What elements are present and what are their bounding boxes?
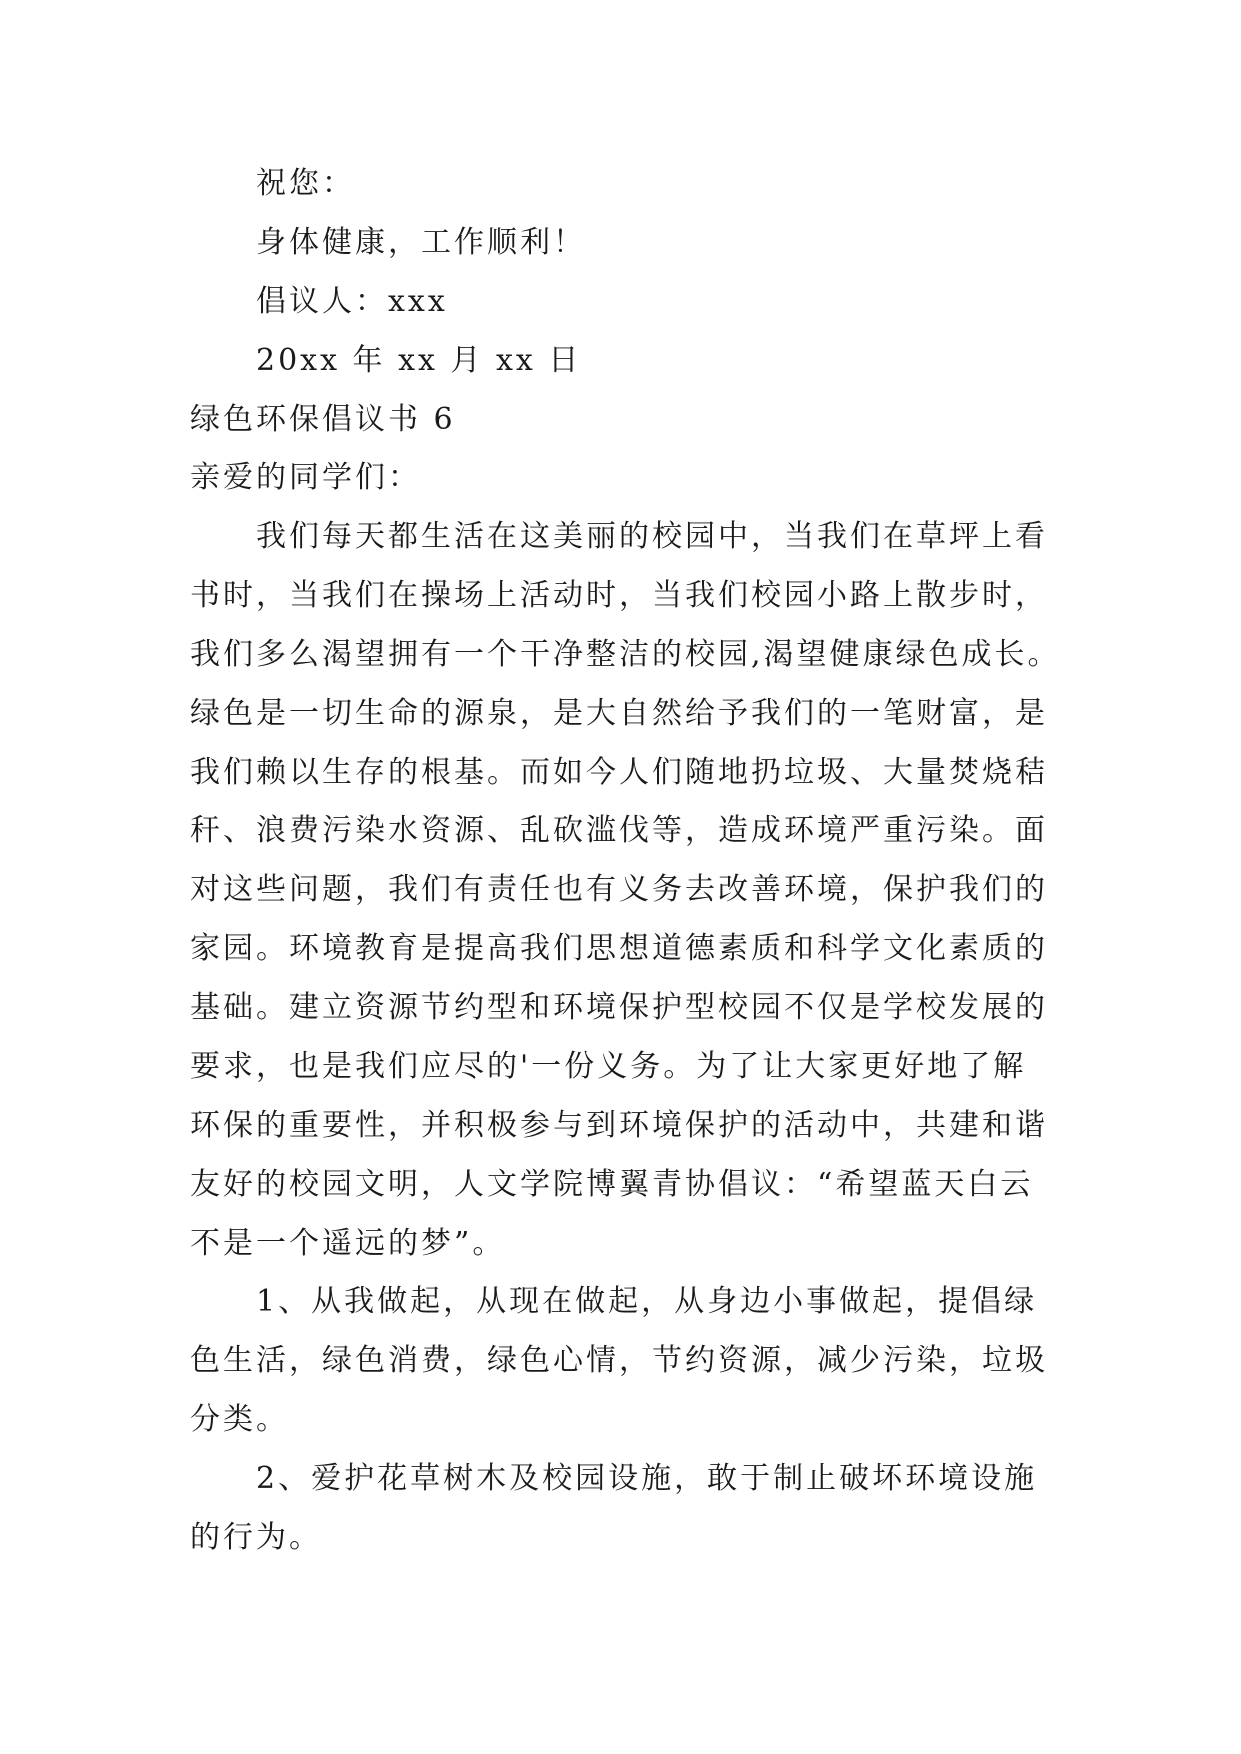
salutation: 亲爱的同学们： bbox=[190, 460, 421, 495]
body-line: 对这些问题，我们有责任也有义务去改善环境，保护我们的 bbox=[190, 872, 1048, 907]
body-line: 不是一个遥远的梦”。 bbox=[190, 1226, 506, 1261]
body-line: 家园。环境教育是提高我们思想道德素质和科学文化素质的 bbox=[190, 931, 1048, 966]
body-line: 我们多么渴望拥有一个干净整洁的校园,渴望健康绿色成长。 bbox=[190, 637, 1061, 672]
list-item-1-line: 色生活，绿色消费，绿色心情，节约资源，减少污染，垃圾 bbox=[190, 1343, 1048, 1378]
body-line: 秆、浪费污染水资源、乱砍滥伐等，造成环境严重污染。面 bbox=[190, 813, 1048, 848]
body-line: 我们每天都生活在这美丽的校园中，当我们在草坪上看 bbox=[256, 519, 1048, 554]
list-item-1-line: 分类。 bbox=[190, 1402, 289, 1437]
wish-text: 身体健康，工作顺利！ bbox=[256, 225, 586, 260]
list-item-2-line: 的行为。 bbox=[190, 1520, 322, 1555]
body-line: 环保的重要性，并积极参与到环境保护的活动中，共建和谐 bbox=[190, 1108, 1048, 1143]
proposer-signature: 倡议人：xxx bbox=[256, 284, 448, 319]
body-line: 要求，也是我们应尽的'一份义务。为了让大家更好地了解 bbox=[190, 1049, 1027, 1084]
body-line: 书时，当我们在操场上活动时，当我们校园小路上散步时， bbox=[190, 578, 1048, 613]
list-item-2-line: 2、爱护花草树木及校园设施，敢于制止破坏环境设施 bbox=[256, 1461, 1038, 1496]
wish-intro: 祝您： bbox=[256, 166, 355, 201]
letter-date: 20xx 年 xx 月 xx 日 bbox=[256, 343, 582, 378]
body-line: 友好的校园文明，人文学院博翼青协倡议：“希望蓝天白云 bbox=[190, 1167, 1034, 1202]
body-line: 我们赖以生存的根基。而如今人们随地扔垃圾、大量焚烧秸 bbox=[190, 755, 1048, 790]
list-item-1-line: 1、从我做起，从现在做起，从身边小事做起，提倡绿 bbox=[256, 1284, 1038, 1319]
body-line: 基础。建立资源节约型和环境保护型校园不仅是学校发展的 bbox=[190, 990, 1048, 1025]
body-line: 绿色是一切生命的源泉，是大自然给予我们的一笔财富，是 bbox=[190, 696, 1048, 731]
section-title: 绿色环保倡议书 6 bbox=[190, 402, 456, 437]
